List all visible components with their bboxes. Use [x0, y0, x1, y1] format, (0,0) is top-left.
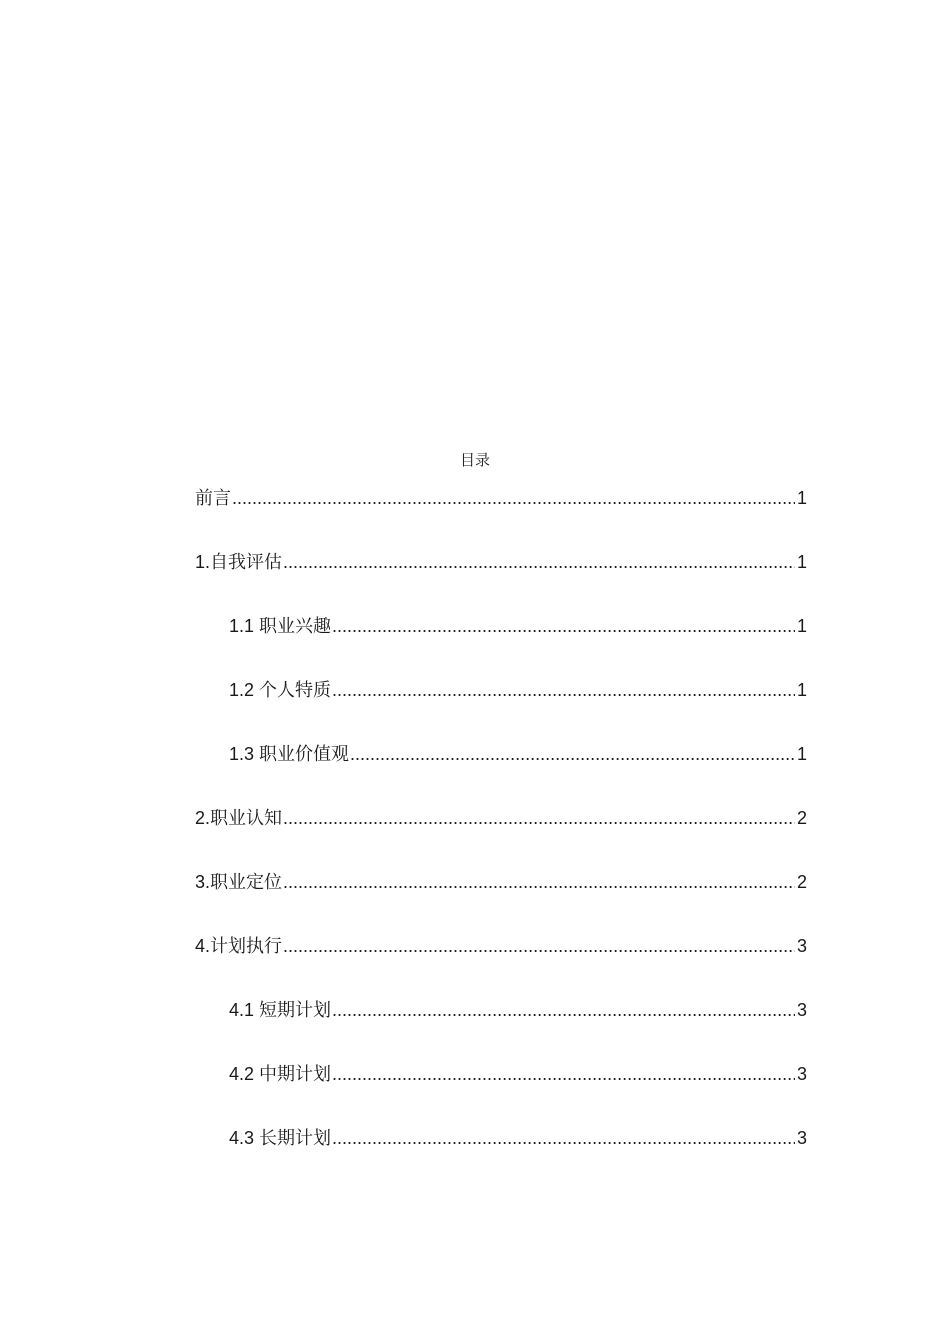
- toc-dot-leader: [332, 992, 795, 1028]
- toc-dot-leader: [232, 480, 795, 516]
- toc-entry-self-assessment[interactable]: [195, 544, 807, 580]
- toc-entry-career-cognition[interactable]: [195, 800, 807, 836]
- toc-entry-plan-execution[interactable]: [195, 928, 807, 964]
- toc-entry-label: 1.1 职业兴趣: [229, 616, 332, 636]
- toc-page-number: 3: [796, 936, 807, 956]
- toc-page-number: 2: [796, 808, 807, 828]
- toc-dot-leader: [283, 800, 795, 836]
- toc-dot-leader: [332, 608, 795, 644]
- toc-entry-preface[interactable]: [195, 480, 807, 516]
- toc-page-number: 3: [796, 1000, 807, 1020]
- toc-page-number: 1: [796, 616, 807, 636]
- toc-page-number: 1: [796, 488, 807, 508]
- toc-dot-leader: [283, 544, 795, 580]
- toc-entry-career-positioning[interactable]: [195, 864, 807, 900]
- toc-page-number: 3: [796, 1128, 807, 1148]
- toc-entry-label: 1.自我评估: [195, 552, 283, 572]
- toc-page-number: 1: [796, 552, 807, 572]
- toc-page-number: 3: [796, 1064, 807, 1084]
- toc-entry-label: 前言: [195, 488, 231, 508]
- toc-entry-label: 4.3 长期计划: [229, 1128, 332, 1148]
- toc-entry-career-values[interactable]: [229, 736, 807, 772]
- toc-entry-label: 4.计划执行: [195, 936, 283, 956]
- toc-title: 目录: [459, 451, 490, 469]
- toc-dot-leader: [332, 1120, 795, 1156]
- toc-page-number: 2: [796, 872, 807, 892]
- toc-entry-label: 2.职业认知: [195, 808, 283, 828]
- toc-entry-label: 1.3 职业价值观: [229, 744, 350, 764]
- toc-page-number: 1: [796, 680, 807, 700]
- toc-page-number: 1: [796, 744, 807, 764]
- toc-dot-leader: [350, 736, 795, 772]
- toc-entry-career-interest[interactable]: [229, 608, 807, 644]
- toc-entry-personal-traits[interactable]: [229, 672, 807, 708]
- toc-dot-leader: [283, 928, 795, 964]
- toc-entry-label: 4.1 短期计划: [229, 1000, 332, 1020]
- toc-entry-mid-term-plan[interactable]: [229, 1056, 807, 1092]
- toc-dot-leader: [332, 672, 795, 708]
- toc-entry-label: 1.2 个人特质: [229, 680, 332, 700]
- toc-entry-label: 3.职业定位: [195, 872, 283, 892]
- toc-dot-leader: [283, 864, 795, 900]
- toc-entry-label: 4.2 中期计划: [229, 1064, 332, 1084]
- toc-entry-long-term-plan[interactable]: [229, 1120, 807, 1156]
- toc-entry-short-term-plan[interactable]: [229, 992, 807, 1028]
- toc-dot-leader: [332, 1056, 795, 1092]
